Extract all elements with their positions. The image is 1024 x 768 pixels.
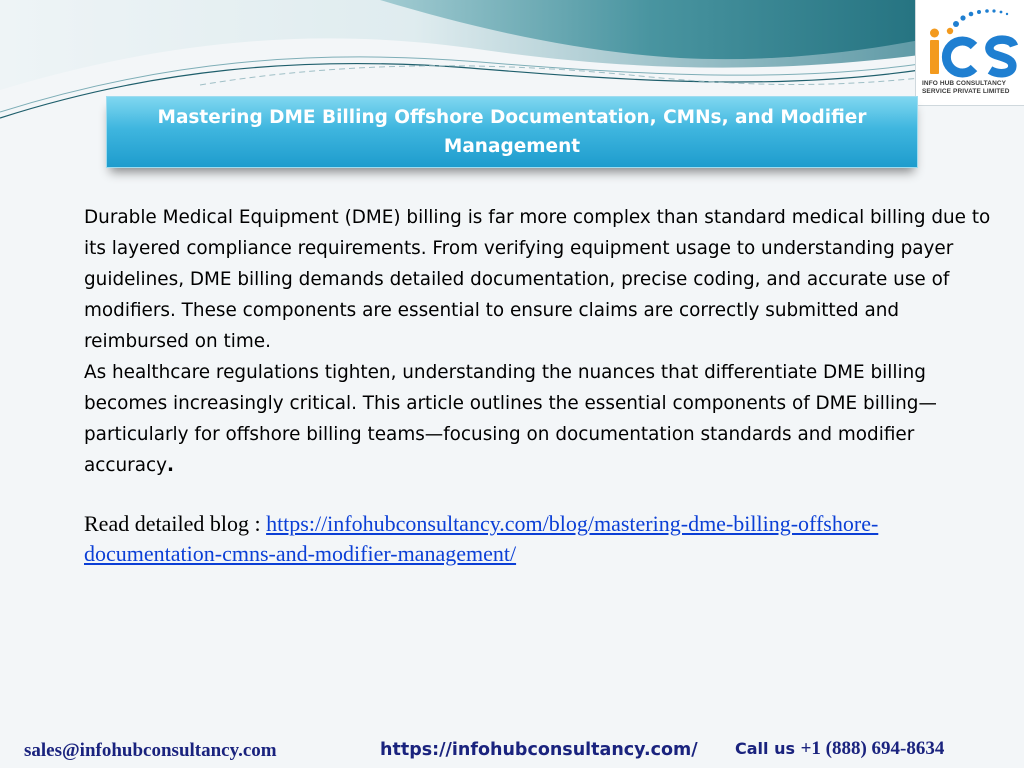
blog-link[interactable]: https://infohubconsultancy.com/blog/mastering-dme-billing-offshore-documentation-cmns-and-modifier-management/ <box>84 511 879 566</box>
ics-logo-icon <box>922 4 1020 80</box>
paragraph-1: Durable Medical Equipment (DME) billing is far more complex than standard medical billing due to its layered compliance requirements. From verifying equipment usage to understanding payer guidelines, DME billing demands detailed documentation, precise coding, and accurate use of modifiers. These components are essential to ensure claims are correctly submitted and reimbursed on time. <box>84 207 991 352</box>
logo-company-name <box>922 80 1022 96</box>
footer-phone[interactable] <box>735 738 944 760</box>
paragraph-2-text: As healthcare regulations tighten, understanding the nuances that differentiate DME billing becomes increasingly critical. This article outlines the essential components of DME billing—particularly for offshore billing teams—focusing on documentation standards and modifier accuracy <box>84 362 937 476</box>
call-number: +1 (888) 694-8634 <box>800 738 945 759</box>
company-logo <box>915 0 1024 106</box>
blog-label: Read detailed blog : <box>84 511 267 536</box>
footer <box>0 735 1024 768</box>
paragraph-2 <box>84 357 996 481</box>
blog-reference <box>84 509 984 569</box>
logo-line-2: SERVICE PRIVATE LIMITED <box>922 88 1010 95</box>
article-body <box>84 202 996 481</box>
call-label: Call us <box>735 739 801 758</box>
paragraph-2-period: . <box>166 455 174 476</box>
title-banner <box>106 96 918 168</box>
page-title: Mastering DME Billing Offshore Documentation, CMNs, and Modifier Management <box>157 107 867 157</box>
logo-line-1: INFO HUB CONSULTANCY <box>922 80 1007 87</box>
footer-website[interactable]: https://infohubconsultancy.com/ <box>380 740 698 760</box>
footer-email[interactable]: sales@infohubconsultancy.com <box>24 740 277 761</box>
